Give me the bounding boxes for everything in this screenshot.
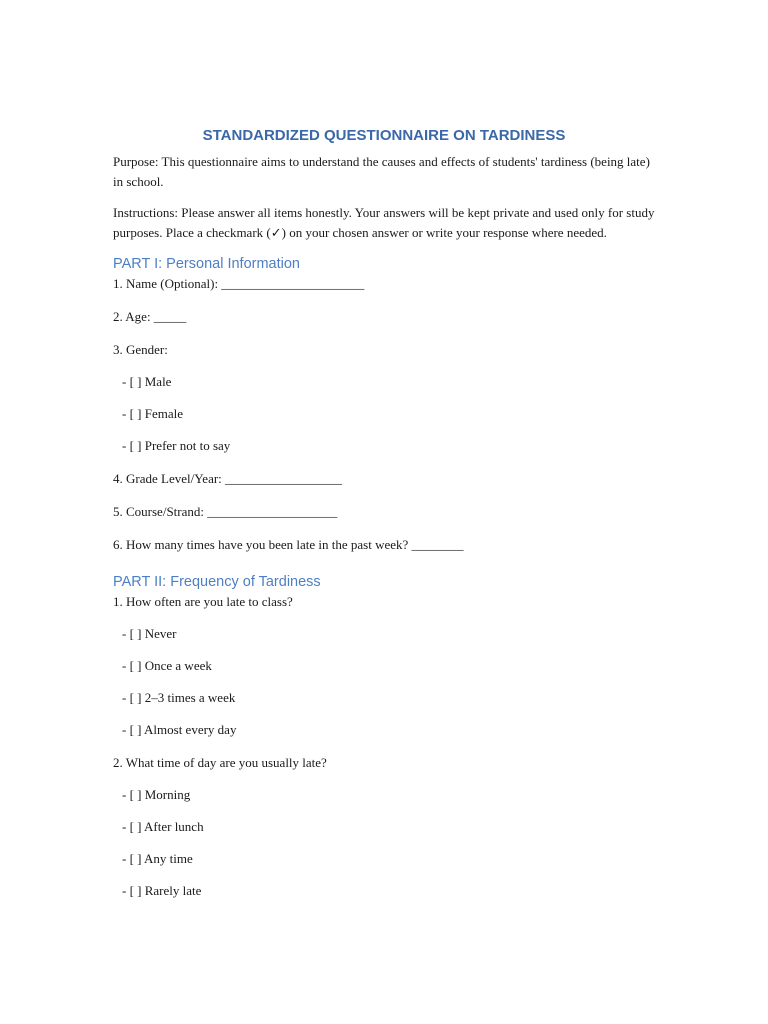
gender-option-female[interactable]: - [ ] Female — [122, 406, 184, 421]
frequency-option-never[interactable]: - [ ] Never — [122, 626, 177, 641]
time-option-any-time[interactable]: - [ ] Any time — [122, 851, 193, 866]
frequency-option-once-a-week[interactable]: - [ ] Once a week — [122, 658, 212, 673]
time-option-rarely-late[interactable]: - [ ] Rarely late — [122, 883, 202, 898]
document-page — [113, 126, 655, 914]
time-option-morning[interactable]: - [ ] Morning — [122, 787, 191, 802]
part1-question-gender: 3. Gender: — [113, 342, 168, 357]
purpose-paragraph: Purpose: This questionnaire aims to understand the causes and effects of students' tardiness (being late) in school. — [113, 154, 650, 189]
part1-question-course: 5. Course/Strand: ____________________ — [113, 504, 338, 519]
part1-question-age: 2. Age: _____ — [113, 309, 187, 324]
instructions-paragraph: Instructions: Please answer all items honestly. Your answers will be kept private and used only for study purposes. Place a checkmark (✓) on your chosen answer or write your response where needed. — [113, 205, 655, 240]
part1-heading: PART I: Personal Information — [113, 256, 300, 272]
time-option-after-lunch[interactable]: - [ ] After lunch — [122, 819, 204, 834]
part1-question-name: 1. Name (Optional): ______________________ — [113, 276, 365, 291]
frequency-option-almost-every-day[interactable]: - [ ] Almost every day — [122, 722, 237, 737]
gender-option-male[interactable]: - [ ] Male — [122, 374, 172, 389]
frequency-option-2-3-times[interactable]: - [ ] 2–3 times a week — [122, 690, 236, 705]
part2-heading: PART II: Frequency of Tardiness — [113, 574, 321, 590]
part1-question-grade-level: 4. Grade Level/Year: __________________ — [113, 471, 343, 486]
part2-question-time-of-day: 2. What time of day are you usually late? — [113, 755, 327, 770]
document-title: STANDARDIZED QUESTIONNAIRE ON TARDINESS — [202, 127, 566, 144]
part1-question-times-late: 6. How many times have you been late in the past week? ________ — [113, 537, 464, 552]
gender-option-prefer-not-to-say[interactable]: - [ ] Prefer not to say — [122, 438, 231, 453]
part2-question-how-often: 1. How often are you late to class? — [113, 594, 293, 609]
